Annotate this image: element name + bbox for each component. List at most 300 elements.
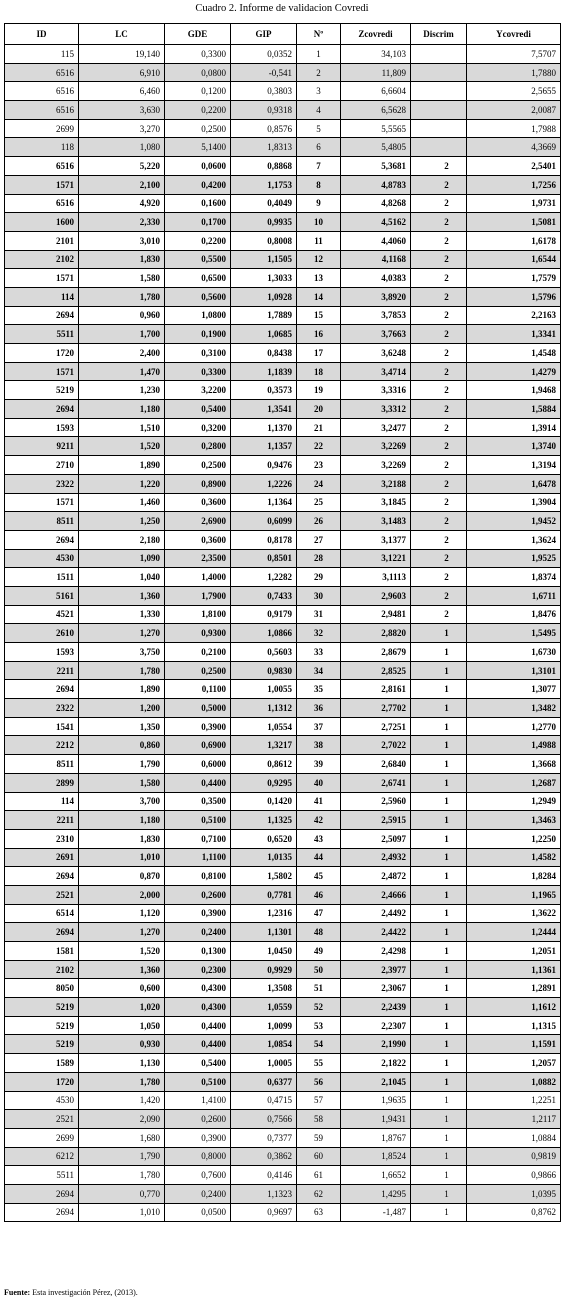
cell-number: 54: [297, 1035, 341, 1054]
cell-gip: 0,3862: [231, 1147, 297, 1166]
cell-gip: 0,6520: [231, 829, 297, 848]
cell-lc: 1,780: [79, 1072, 165, 1091]
cell-ycovredi: 1,6178: [467, 231, 561, 250]
cell-number: 40: [297, 773, 341, 792]
cell-ycovredi: 1,9468: [467, 381, 561, 400]
cell-zcovredi: 6,5628: [341, 101, 411, 120]
cell-number: 35: [297, 680, 341, 699]
cell-id: 8511: [5, 755, 79, 774]
table-row: [5, 437, 561, 456]
cell-zcovredi: 2,4666: [341, 885, 411, 904]
cell-discrim: 2: [411, 213, 467, 232]
cell-id: 1571: [5, 269, 79, 288]
cell-zcovredi: 1,9635: [341, 1091, 411, 1110]
cell-discrim: 1: [411, 624, 467, 643]
table-row: [5, 1091, 561, 1110]
table-row: [5, 1166, 561, 1185]
cell-zcovredi: 3,2269: [341, 456, 411, 475]
cell-discrim: 1: [411, 848, 467, 867]
cell-gip: 1,0055: [231, 680, 297, 699]
cell-gip: 0,4049: [231, 194, 297, 213]
cell-zcovredi: 2,6840: [341, 755, 411, 774]
table-row: [5, 661, 561, 680]
cell-id: 2322: [5, 474, 79, 493]
cell-ycovredi: 1,0395: [467, 1184, 561, 1203]
table-row: [5, 82, 561, 101]
cell-lc: 1,790: [79, 1147, 165, 1166]
cell-id: 2610: [5, 624, 79, 643]
cell-number: 17: [297, 344, 341, 363]
cell-gip: 1,1312: [231, 699, 297, 718]
cell-number: 42: [297, 811, 341, 830]
cell-ycovredi: 1,0882: [467, 1072, 561, 1091]
cell-ycovredi: 1,2891: [467, 979, 561, 998]
cell-number: 56: [297, 1072, 341, 1091]
cell-gip: 1,3508: [231, 979, 297, 998]
cell-zcovredi: 2,4422: [341, 923, 411, 942]
cell-discrim: 2: [411, 269, 467, 288]
cell-ycovredi: 7,5707: [467, 45, 561, 64]
cell-ycovredi: 2,0087: [467, 101, 561, 120]
cell-ycovredi: 1,3624: [467, 530, 561, 549]
table-row: [5, 1110, 561, 1129]
cell-lc: 1,350: [79, 717, 165, 736]
cell-id: 6516: [5, 82, 79, 101]
cell-ycovredi: 1,8374: [467, 568, 561, 587]
cell-id: 4521: [5, 605, 79, 624]
cell-gde: 0,8100: [165, 867, 231, 886]
cell-gip: 1,0554: [231, 717, 297, 736]
cell-id: 114: [5, 287, 79, 306]
table-row: [5, 755, 561, 774]
cell-gde: 0,5600: [165, 287, 231, 306]
cell-lc: 1,200: [79, 699, 165, 718]
table-row: [5, 1016, 561, 1035]
column-header-number: Nº: [297, 24, 341, 45]
cell-number: 7: [297, 157, 341, 176]
table-row: [5, 923, 561, 942]
cell-id: 115: [5, 45, 79, 64]
cell-number: 41: [297, 792, 341, 811]
cell-number: 3: [297, 82, 341, 101]
table-row: [5, 1184, 561, 1203]
cell-gip: 1,7889: [231, 306, 297, 325]
cell-ycovredi: 0,9866: [467, 1166, 561, 1185]
cell-lc: 1,180: [79, 400, 165, 419]
cell-gip: 1,1357: [231, 437, 297, 456]
cell-number: 22: [297, 437, 341, 456]
cell-discrim: 2: [411, 493, 467, 512]
cell-discrim: 1: [411, 923, 467, 942]
cell-gip: 1,0005: [231, 1054, 297, 1073]
cell-number: 11: [297, 231, 341, 250]
table-row: [5, 960, 561, 979]
cell-zcovredi: 2,5915: [341, 811, 411, 830]
cell-number: 60: [297, 1147, 341, 1166]
cell-gip: 0,8612: [231, 755, 297, 774]
cell-id: 2212: [5, 736, 79, 755]
cell-lc: 1,580: [79, 269, 165, 288]
table-row: [5, 643, 561, 662]
cell-zcovredi: 1,8524: [341, 1147, 411, 1166]
cell-gde: 0,2500: [165, 119, 231, 138]
table-row: [5, 829, 561, 848]
cell-gde: 0,3900: [165, 717, 231, 736]
cell-number: 6: [297, 138, 341, 157]
cell-discrim: 2: [411, 194, 467, 213]
cell-number: 14: [297, 287, 341, 306]
cell-ycovredi: 1,2770: [467, 717, 561, 736]
cell-number: 45: [297, 867, 341, 886]
table-row: [5, 867, 561, 886]
cell-id: 1571: [5, 493, 79, 512]
column-header-lc: LC: [79, 24, 165, 45]
cell-gde: 1,4000: [165, 568, 231, 587]
cell-gip: 1,1839: [231, 362, 297, 381]
cell-ycovredi: 1,6730: [467, 643, 561, 662]
cell-lc: 0,930: [79, 1035, 165, 1054]
cell-zcovredi: 2,2307: [341, 1016, 411, 1035]
cell-gip: 0,7781: [231, 885, 297, 904]
table-row: [5, 1203, 561, 1222]
cell-zcovredi: 2,8161: [341, 680, 411, 699]
cell-discrim: 2: [411, 437, 467, 456]
cell-number: 23: [297, 456, 341, 475]
cell-id: 2694: [5, 680, 79, 699]
cell-gip: 1,0559: [231, 998, 297, 1017]
cell-gde: 5,1400: [165, 138, 231, 157]
cell-number: 8: [297, 175, 341, 194]
cell-zcovredi: 5,3681: [341, 157, 411, 176]
cell-lc: 1,180: [79, 811, 165, 830]
cell-gde: 0,5400: [165, 400, 231, 419]
cell-gde: 0,2500: [165, 661, 231, 680]
cell-gde: 3,2200: [165, 381, 231, 400]
cell-lc: 1,790: [79, 755, 165, 774]
cell-discrim: 2: [411, 344, 467, 363]
cell-id: 1541: [5, 717, 79, 736]
cell-ycovredi: 1,9452: [467, 512, 561, 531]
cell-lc: 1,780: [79, 661, 165, 680]
cell-gde: 0,3100: [165, 344, 231, 363]
table-body: [5, 45, 561, 1222]
table-row: [5, 773, 561, 792]
cell-zcovredi: 1,4295: [341, 1184, 411, 1203]
table-row: [5, 717, 561, 736]
cell-number: 18: [297, 362, 341, 381]
cell-lc: 2,000: [79, 885, 165, 904]
cell-ycovredi: 1,0884: [467, 1128, 561, 1147]
cell-discrim: [411, 101, 467, 120]
cell-id: 1511: [5, 568, 79, 587]
cell-discrim: 2: [411, 250, 467, 269]
cell-gde: 0,5100: [165, 1072, 231, 1091]
cell-ycovredi: 1,2687: [467, 773, 561, 792]
cell-zcovredi: 3,2477: [341, 418, 411, 437]
cell-zcovredi: 3,7853: [341, 306, 411, 325]
cell-lc: 19,140: [79, 45, 165, 64]
cell-gip: 0,5603: [231, 643, 297, 662]
cell-id: 2694: [5, 306, 79, 325]
cell-gip: 1,2226: [231, 474, 297, 493]
cell-gip: 0,4146: [231, 1166, 297, 1185]
cell-id: 2322: [5, 699, 79, 718]
cell-discrim: [411, 138, 467, 157]
cell-lc: 6,910: [79, 63, 165, 82]
cell-id: 2694: [5, 923, 79, 942]
cell-id: 6514: [5, 904, 79, 923]
cell-zcovredi: 2,7702: [341, 699, 411, 718]
cell-gip: 1,3033: [231, 269, 297, 288]
cell-gde: 0,2200: [165, 231, 231, 250]
cell-number: 62: [297, 1184, 341, 1203]
cell-gde: 0,2200: [165, 101, 231, 120]
cell-id: 5219: [5, 998, 79, 1017]
cell-gde: 0,2400: [165, 1184, 231, 1203]
table-row: [5, 979, 561, 998]
cell-gde: 0,0800: [165, 63, 231, 82]
table-row: [5, 175, 561, 194]
cell-id: 2521: [5, 885, 79, 904]
column-header-discrim: Discrim: [411, 24, 467, 45]
cell-ycovredi: 2,5655: [467, 82, 561, 101]
cell-gde: 0,6900: [165, 736, 231, 755]
cell-id: 6516: [5, 63, 79, 82]
cell-discrim: 2: [411, 586, 467, 605]
cell-lc: 1,130: [79, 1054, 165, 1073]
cell-zcovredi: 6,6604: [341, 82, 411, 101]
cell-gip: 0,9179: [231, 605, 297, 624]
cell-discrim: 2: [411, 549, 467, 568]
table-row: [5, 306, 561, 325]
cell-id: 5219: [5, 1035, 79, 1054]
cell-ycovredi: 1,5796: [467, 287, 561, 306]
cell-zcovredi: 4,8783: [341, 175, 411, 194]
cell-id: 2102: [5, 250, 79, 269]
cell-id: 1581: [5, 942, 79, 961]
column-header-gip: GIP: [231, 24, 297, 45]
cell-id: 2691: [5, 848, 79, 867]
cell-gde: 1,8100: [165, 605, 231, 624]
cell-ycovredi: 2,5401: [467, 157, 561, 176]
cell-zcovredi: 34,103: [341, 45, 411, 64]
cell-gip: 0,0352: [231, 45, 297, 64]
cell-ycovredi: 1,7579: [467, 269, 561, 288]
cell-zcovredi: 2,8525: [341, 661, 411, 680]
cell-discrim: 1: [411, 699, 467, 718]
table-row: [5, 1128, 561, 1147]
cell-ycovredi: 1,7880: [467, 63, 561, 82]
cell-ycovredi: 2,2163: [467, 306, 561, 325]
cell-gde: 0,0600: [165, 157, 231, 176]
cell-gde: 0,1600: [165, 194, 231, 213]
cell-number: 27: [297, 530, 341, 549]
cell-gip: 1,1753: [231, 175, 297, 194]
validation-table: [4, 23, 561, 1222]
cell-discrim: 2: [411, 362, 467, 381]
cell-discrim: 1: [411, 1016, 467, 1035]
cell-discrim: 1: [411, 867, 467, 886]
cell-gip: 0,4715: [231, 1091, 297, 1110]
cell-zcovredi: 2,4298: [341, 942, 411, 961]
cell-number: 50: [297, 960, 341, 979]
cell-id: 2694: [5, 400, 79, 419]
cell-gde: 0,5100: [165, 811, 231, 830]
table-caption: Cuadro 2. Informe de validacion Covredi: [195, 3, 369, 14]
cell-lc: 3,010: [79, 231, 165, 250]
cell-ycovredi: 1,3194: [467, 456, 561, 475]
cell-lc: 1,830: [79, 829, 165, 848]
cell-gip: 1,1364: [231, 493, 297, 512]
cell-lc: 1,220: [79, 474, 165, 493]
table-row: [5, 493, 561, 512]
cell-id: 1589: [5, 1054, 79, 1073]
cell-lc: 0,600: [79, 979, 165, 998]
cell-number: 34: [297, 661, 341, 680]
cell-discrim: 1: [411, 1147, 467, 1166]
cell-gde: 0,2500: [165, 456, 231, 475]
cell-ycovredi: 1,3077: [467, 680, 561, 699]
cell-ycovredi: 1,5495: [467, 624, 561, 643]
cell-ycovredi: 1,3740: [467, 437, 561, 456]
cell-gde: 0,3600: [165, 530, 231, 549]
cell-discrim: 1: [411, 885, 467, 904]
cell-number: 24: [297, 474, 341, 493]
cell-id: 2694: [5, 1184, 79, 1203]
table-row: [5, 605, 561, 624]
cell-gip: 1,1323: [231, 1184, 297, 1203]
table-row: [5, 474, 561, 493]
cell-ycovredi: 1,3463: [467, 811, 561, 830]
cell-lc: 3,270: [79, 119, 165, 138]
cell-lc: 5,220: [79, 157, 165, 176]
table-row: [5, 998, 561, 1017]
cell-discrim: 1: [411, 1166, 467, 1185]
cell-number: 49: [297, 942, 341, 961]
table-row: [5, 792, 561, 811]
table-row: [5, 250, 561, 269]
cell-discrim: 2: [411, 418, 467, 437]
cell-gde: 0,1100: [165, 680, 231, 699]
cell-id: 6516: [5, 194, 79, 213]
table-row: [5, 680, 561, 699]
cell-id: 5511: [5, 325, 79, 344]
cell-id: 1571: [5, 175, 79, 194]
cell-zcovredi: 2,3977: [341, 960, 411, 979]
cell-lc: 3,700: [79, 792, 165, 811]
cell-number: 9: [297, 194, 341, 213]
table-row: [5, 811, 561, 830]
cell-gde: 0,2300: [165, 960, 231, 979]
cell-gde: 0,2100: [165, 643, 231, 662]
cell-gip: 1,0099: [231, 1016, 297, 1035]
cell-discrim: 2: [411, 175, 467, 194]
cell-id: 5161: [5, 586, 79, 605]
cell-number: 59: [297, 1128, 341, 1147]
cell-gip: 0,9935: [231, 213, 297, 232]
source-note: [4, 1288, 138, 1298]
cell-zcovredi: 3,1845: [341, 493, 411, 512]
column-header-id: ID: [5, 24, 79, 45]
cell-ycovredi: 1,6478: [467, 474, 561, 493]
cell-gde: 0,2400: [165, 923, 231, 942]
cell-ycovredi: 1,5884: [467, 400, 561, 419]
cell-lc: 1,580: [79, 773, 165, 792]
cell-gde: 0,1200: [165, 82, 231, 101]
cell-id: 1600: [5, 213, 79, 232]
cell-ycovredi: 1,3482: [467, 699, 561, 718]
cell-gde: 0,2600: [165, 885, 231, 904]
cell-zcovredi: 1,6652: [341, 1166, 411, 1185]
cell-gde: 0,9300: [165, 624, 231, 643]
cell-gde: 0,4400: [165, 1035, 231, 1054]
cell-number: 25: [297, 493, 341, 512]
cell-discrim: 2: [411, 381, 467, 400]
cell-gde: 0,7100: [165, 829, 231, 848]
table-row: [5, 1054, 561, 1073]
cell-zcovredi: 4,4060: [341, 231, 411, 250]
cell-gip: 0,8008: [231, 231, 297, 250]
cell-zcovredi: 2,2439: [341, 998, 411, 1017]
cell-gde: 0,4400: [165, 1016, 231, 1035]
cell-gip: 1,3217: [231, 736, 297, 755]
cell-discrim: 1: [411, 1110, 467, 1129]
cell-discrim: 2: [411, 231, 467, 250]
cell-gde: 0,3500: [165, 792, 231, 811]
cell-gip: 1,0450: [231, 942, 297, 961]
cell-gde: 0,3900: [165, 1128, 231, 1147]
cell-id: 2211: [5, 661, 79, 680]
cell-discrim: [411, 63, 467, 82]
table-row: [5, 362, 561, 381]
cell-zcovredi: 1,9431: [341, 1110, 411, 1129]
cell-zcovredi: 3,8920: [341, 287, 411, 306]
cell-gde: 0,0500: [165, 1203, 231, 1222]
cell-discrim: 1: [411, 1203, 467, 1222]
cell-id: 5511: [5, 1166, 79, 1185]
cell-ycovredi: 1,2051: [467, 942, 561, 961]
table-row: [5, 512, 561, 531]
cell-discrim: 1: [411, 811, 467, 830]
table-row: [5, 1072, 561, 1091]
source-label: Fuente:: [4, 1288, 31, 1297]
cell-discrim: 2: [411, 400, 467, 419]
cell-gip: 0,7566: [231, 1110, 297, 1129]
cell-lc: 0,770: [79, 1184, 165, 1203]
table-header: [5, 24, 561, 45]
cell-lc: 1,360: [79, 586, 165, 605]
cell-zcovredi: 2,8679: [341, 643, 411, 662]
cell-ycovredi: 1,9525: [467, 549, 561, 568]
cell-discrim: 1: [411, 755, 467, 774]
table-row: [5, 736, 561, 755]
cell-discrim: 2: [411, 512, 467, 531]
cell-discrim: 1: [411, 773, 467, 792]
cell-gde: 0,5000: [165, 699, 231, 718]
cell-number: 5: [297, 119, 341, 138]
cell-ycovredi: 1,4582: [467, 848, 561, 867]
cell-gip: 1,2316: [231, 904, 297, 923]
cell-gde: 0,4200: [165, 175, 231, 194]
cell-zcovredi: 2,1990: [341, 1035, 411, 1054]
table-row: [5, 942, 561, 961]
cell-gip: 1,1301: [231, 923, 297, 942]
table-row: [5, 549, 561, 568]
cell-gip: 0,3803: [231, 82, 297, 101]
table-row: [5, 568, 561, 587]
cell-gip: 0,9476: [231, 456, 297, 475]
cell-discrim: 1: [411, 1035, 467, 1054]
